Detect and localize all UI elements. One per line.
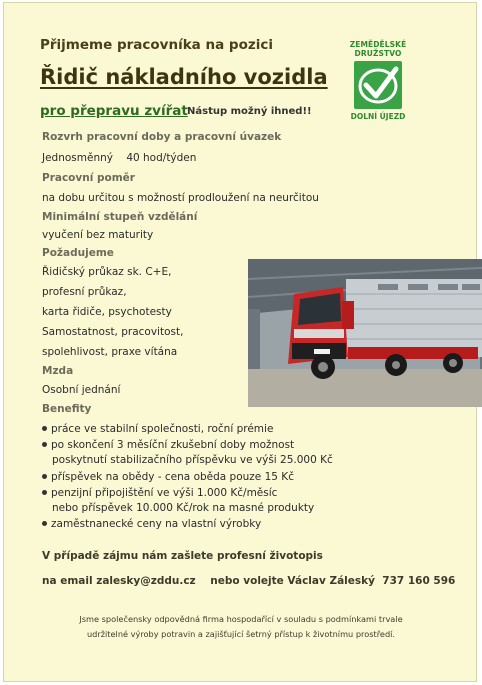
- requirement-item: Řidičský průkaz sk. C+E,: [42, 266, 172, 278]
- benefit-item: penzijní připojištění ve výši 1.000 Kč/měsíc: [42, 487, 277, 499]
- logo-top-text: ZEMĚDĚLSKÉ DRUŽSTVO: [349, 40, 407, 58]
- logo-bottom-text: DOLNÍ ÚJEZD: [350, 112, 406, 121]
- benefit-item: příspěvek na obědy - cena oběda pouze 15 Kč: [42, 471, 294, 483]
- benefit-item: práce ve stabilní společnosti, roční prémie: [42, 423, 273, 435]
- benefit-item: zaměstnanecké ceny na vlastní výrobky: [42, 518, 261, 530]
- schedule-heading: Rozvrh pracovní doby a pracovní úvazek: [42, 131, 282, 143]
- requirements-heading: Požadujeme: [42, 247, 114, 259]
- company-logo: [337, 40, 419, 121]
- job-subtitle: pro přepravu zvířat: [40, 103, 188, 119]
- education-heading: Minimální stupeň vzdělání: [42, 211, 198, 223]
- education-value: vyučení bez maturity: [42, 229, 154, 241]
- intro-text: Přijmeme pracovníka na pozici: [40, 37, 273, 53]
- contact-cta: V případě zájmu nám zašlete profesní životopis: [42, 550, 323, 562]
- salary-heading: Mzda: [42, 365, 74, 377]
- bullet-icon: [42, 426, 47, 431]
- requirement-item: spolehlivost, praxe vítána: [42, 346, 178, 358]
- requirement-item: profesní průkaz,: [42, 286, 127, 298]
- bullet-icon: [42, 490, 47, 495]
- benefit-item-continuation: poskytnutí stabilizačního příspěvku ve výši 25.000 Kč: [52, 454, 333, 466]
- logo-emblem: [354, 61, 402, 109]
- job-title: Řidič nákladního vozidla: [40, 65, 328, 89]
- footer-line: Jsme společensky odpovědná firma hospodařící v souladu s podmínkami trvale: [79, 614, 403, 624]
- bullet-icon: [42, 474, 47, 479]
- requirement-item: karta řidiče, psychotesty: [42, 306, 172, 318]
- footer-line: udržitelné výroby potravin a zajišťující šetrný přístup k životnímu prostředí.: [86, 629, 396, 639]
- benefit-item: po skončení 3 měsíční zkušební doby možnost: [42, 439, 294, 451]
- checkmark-icon: [354, 61, 402, 109]
- requirement-item: Samostatnost, pracovitost,: [42, 326, 184, 338]
- contact-line: na email zalesky@zddu.cz nebo volejte Václav Záleský 737 160 596: [42, 575, 456, 587]
- bullet-icon: [42, 442, 47, 447]
- truck-photo: [248, 259, 482, 407]
- schedule-value: Jednosměnný 40 hod/týden: [42, 152, 197, 164]
- start-note: Nástup možný ihned!!: [187, 106, 312, 117]
- contract-value: na dobu určitou s možností prodloužení na neurčitou: [42, 192, 319, 204]
- benefit-item-continuation: nebo příspěvek 10.000 Kč/rok na masné produkty: [52, 502, 315, 514]
- bullet-icon: [42, 521, 47, 526]
- contract-heading: Pracovní poměr: [42, 172, 135, 184]
- salary-value: Osobní jednání: [42, 384, 121, 396]
- job-ad-page: [3, 2, 477, 682]
- benefits-heading: Benefity: [42, 403, 92, 415]
